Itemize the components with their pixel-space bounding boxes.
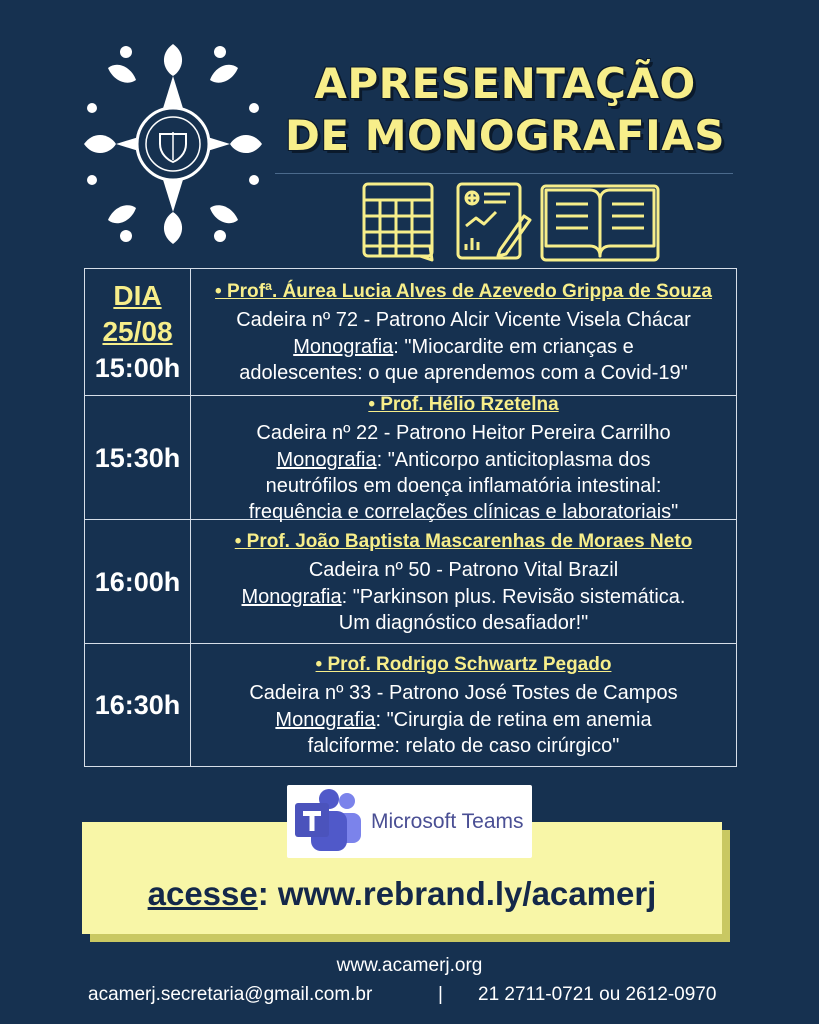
schedule-table (84, 268, 737, 767)
presentation-info (191, 644, 736, 766)
calendar-icon (364, 184, 432, 260)
monograph-text-line: Um diagnóstico desafiador!" (338, 611, 589, 634)
title-line-1: APRESENTAÇÃO (314, 59, 696, 108)
monograph-title (277, 447, 651, 473)
presenter-name: • Profª. Áurea Lucia Alves de Azevedo Grippa de Souza (215, 281, 712, 302)
monograph-text-line: falciforme: relato de caso cirúrgico" (307, 735, 620, 757)
open-book-icon (542, 186, 658, 260)
monograph-title (293, 334, 634, 360)
presentation-info (191, 269, 736, 395)
monograph-text: : "Parkinson plus. Revisão sistemática. (341, 585, 686, 608)
footer-phone: 21 2711-0721 ou 2612-0970 (478, 984, 717, 1005)
time-slot: 15:30h (94, 442, 181, 473)
monograph-text: : "Miocardite em crianças e (393, 336, 634, 358)
monograph-text-line: frequência e correlações clínicas e laboratoriais" (248, 500, 679, 523)
monograph-text-line: adolescentes: o que aprendemos com a Covid-19" (239, 362, 688, 384)
chair-info: Cadeira nº 72 - Patrono Alcir Vicente Visela Chácar (236, 309, 691, 331)
monograph-text: : "Anticorpo anticitoplasma dos (376, 448, 651, 471)
access-url: : www.rebrand.ly/acamerj (257, 875, 657, 912)
title-line-2: DE MONOGRAFIAS (285, 111, 725, 160)
time-cell (85, 269, 191, 395)
teams-label: Microsoft Teams (371, 809, 524, 833)
chair-info: Cadeira nº 50 - Patrono Vital Brazil (308, 558, 619, 581)
access-label: acesse (147, 875, 258, 912)
date-value: 25/08 (102, 316, 173, 347)
monograph-label: Monografia (275, 709, 376, 731)
presentation-info (191, 393, 736, 523)
monograph-label: Monografia (241, 585, 342, 608)
monograph-label: Monografia (276, 448, 377, 471)
monograph-title (242, 584, 686, 610)
date-label: DIA (113, 280, 162, 311)
time-cell (85, 520, 191, 643)
schedule-row (85, 269, 736, 396)
monograph-text: : "Cirurgia de retina em anemia (375, 709, 652, 731)
header-icons (360, 180, 660, 264)
title-divider (275, 173, 733, 174)
presenter-name: • Prof. João Baptista Mascarenhas de Moraes Neto (234, 530, 693, 552)
schedule-row (85, 644, 736, 766)
monograph-text-line: neutrófilos em doença inflamatória intestinal: (265, 474, 662, 497)
footer-email[interactable]: acamerj.secretaria@gmail.com.br (88, 984, 373, 1005)
teams-card (287, 785, 532, 858)
time-slot: 16:30h (94, 690, 181, 720)
chair-info: Cadeira nº 33 - Patrono José Tostes de Campos (249, 682, 678, 704)
time-cell (85, 644, 191, 766)
page-title (275, 58, 735, 162)
access-link[interactable] (82, 875, 722, 913)
microsoft-teams-icon (287, 785, 369, 858)
monograph-title (275, 707, 651, 733)
presenter-name: • Prof. Rodrigo Schwartz Pegado (315, 654, 612, 675)
presentation-info (191, 520, 736, 643)
schedule-row (85, 393, 736, 523)
presenter-name: • Prof. Hélio Rzetelna (368, 393, 559, 415)
monograph-label: Monografia (293, 336, 394, 358)
footer-separator: | (438, 984, 443, 1005)
footer-website[interactable]: www.acamerj.org (336, 955, 483, 976)
time-cell (85, 396, 191, 519)
report-chart-icon (458, 184, 530, 258)
chair-info: Cadeira nº 22 - Patrono Heitor Pereira Carrilho (256, 421, 671, 444)
schedule-row (85, 520, 736, 644)
acamerj-emblem-logo (78, 38, 268, 250)
time-slot: 16:00h (94, 566, 181, 597)
time-slot: 15:00h (94, 353, 181, 383)
